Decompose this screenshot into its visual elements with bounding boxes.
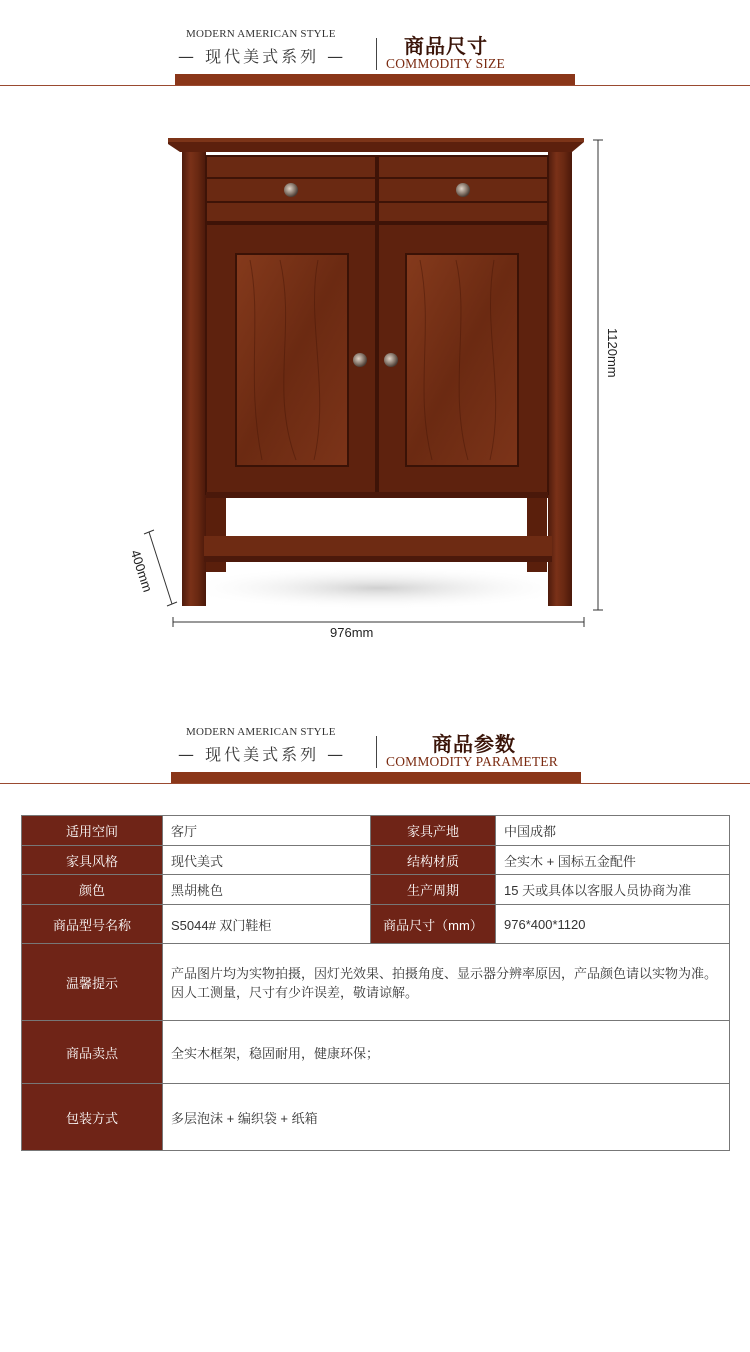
param-label: 家具风格 bbox=[22, 846, 163, 875]
parameter-table bbox=[21, 815, 730, 1151]
param-label: 家具产地 bbox=[371, 816, 496, 846]
param-label: 生产周期 bbox=[371, 875, 496, 905]
table-row bbox=[22, 1084, 730, 1151]
table-row bbox=[22, 816, 730, 846]
param-value: S5044# 双门鞋柜 bbox=[163, 905, 371, 944]
header-rule bbox=[0, 85, 750, 86]
series-en-label: MODERN AMERICAN STYLE bbox=[186, 726, 336, 738]
table-row bbox=[22, 875, 730, 905]
param-label: 适用空间 bbox=[22, 816, 163, 846]
param-value: 15 天或具体以客服人员协商为准 bbox=[496, 875, 730, 905]
width-dimension-label: 976mm bbox=[330, 625, 374, 640]
param-value: 976*400*1120 bbox=[496, 905, 730, 944]
param-value: 全实木 + 国标五金配件 bbox=[496, 846, 730, 875]
param-label: 商品尺寸（mm） bbox=[371, 905, 496, 944]
depth-dimension-label: 400mm bbox=[127, 548, 156, 594]
param-value: 黑胡桃色 bbox=[163, 875, 371, 905]
shoe-cabinet-image bbox=[0, 120, 750, 650]
param-label: 商品卖点 bbox=[22, 1021, 163, 1084]
param-title-cn: 商品参数 bbox=[432, 732, 516, 756]
header-divider bbox=[376, 736, 377, 768]
param-label: 包装方式 bbox=[22, 1084, 163, 1151]
param-label: 颜色 bbox=[22, 875, 163, 905]
series-en-label: MODERN AMERICAN STYLE bbox=[186, 28, 336, 40]
param-title-en: COMMODITY PARAMETER bbox=[386, 754, 558, 769]
size-section-header bbox=[0, 28, 750, 116]
param-value: 多层泡沫 + 编织袋 + 纸箱 bbox=[163, 1084, 730, 1151]
table-row bbox=[22, 944, 730, 1021]
header-divider bbox=[376, 38, 377, 70]
size-title-en: COMMODITY SIZE bbox=[386, 56, 505, 71]
size-title-cn: 商品尺寸 bbox=[404, 34, 488, 58]
param-value: 中国成都 bbox=[496, 816, 730, 846]
series-cn-label: — 现代美式系列 — bbox=[178, 47, 347, 66]
table-row bbox=[22, 846, 730, 875]
product-dimension-figure bbox=[0, 120, 750, 650]
param-value: 客厅 bbox=[163, 816, 371, 846]
param-label: 结构材质 bbox=[371, 846, 496, 875]
param-value: 现代美式 bbox=[163, 846, 371, 875]
height-dimension-label: 1120mm bbox=[605, 328, 620, 378]
param-value: 全实木框架，稳固耐用，健康环保； bbox=[163, 1021, 730, 1084]
param-label: 商品型号名称 bbox=[22, 905, 163, 944]
param-value: 产品图片均为实物拍摄，因灯光效果、拍摄角度、显示器分辨率原因，产品颜色请以实物为准。因人工测量，尺寸有少许误差，敬请谅解。 bbox=[163, 944, 730, 1021]
series-cn-label: — 现代美式系列 — bbox=[178, 745, 347, 764]
table-row bbox=[22, 905, 730, 944]
param-section-header bbox=[0, 726, 750, 814]
header-rule bbox=[0, 783, 750, 784]
param-label: 温馨提示 bbox=[22, 944, 163, 1021]
table-row bbox=[22, 1021, 730, 1084]
